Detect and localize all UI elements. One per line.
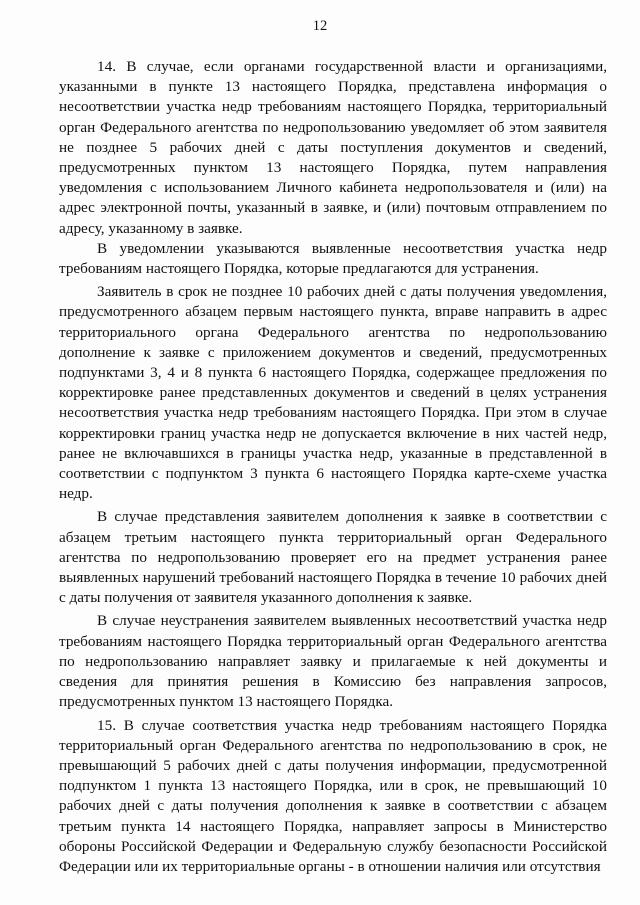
paragraph-notice-content: В уведомлении указываются выявленные несоответствия участка недр требованиям настоящего Порядка, которые предлагаются для устранения. <box>59 239 607 278</box>
paragraph-15: 15. В случае соответствия участка недр требованиям настоящего Порядка территориальный орган Федерального агентства по недропользованию в срок, не превышающий 5 рабочих дней с даты получения информации, предусмотренной подпунктом 1 пункта 13 настоящего Порядка, или в срок, не превышающий 10 рабочих дней с даты получения дополнения к заявке в соответствии с абзацем третьим пункта 14 настоящего Порядка, направляет запросы в Министерство обороны Российской Федерации и Федеральную службу безопасности Российской Федерации или их территориальные органы - в отношении наличия или отсутствия <box>59 716 607 875</box>
document-body <box>59 57 607 877</box>
paragraph-non-elimination: В случае неустранения заявителем выявленных несоответствий участка недр требованиям настоящего Порядка территориальный орган Федерального агентства по недропользованию направляет заявку и прилагаемые к ней документы и сведения для принятия решения в Комиссию без направления запросов, предусмотренных пунктом 13 настоящего Порядка. <box>59 612 607 711</box>
paragraph-14: 14. В случае, если органами государственной власти и организациями, указанными в пункте 13 настоящего Порядка, представлена информация о несоответствии участка недр требованиям настоящего Порядка, территориальный орган Федерального агентства по недропользованию уведомляет об этом заявителя не позднее 5 рабочих дней с даты поступления документов и сведений, предусмотренных пунктом 13 настоящего Порядка, путем направления уведомления с использованием Личного кабинета недропользователя и (или) на адрес электронной почты, указанный в заявке, и (или) почтовым отправлением по адресу, указанному в заявке. <box>59 58 607 237</box>
paragraph-supplement-review: В случае представления заявителем дополнения к заявке в соответствии с абзацем третьим настоящего пункта территориальный орган Федерального агентства по недропользованию проверяет его на предмет устранения ранее выявленных нарушений требований настоящего Порядка в течение 10 рабочих дней с даты получения от заявителя указанного дополнения к заявке. <box>59 508 607 607</box>
paragraph-applicant-supplement: Заявитель в срок не позднее 10 рабочих дней с даты получения уведомления, предусмотренного абзацем первым настоящего пункта, вправе направить в адрес территориального органа Федерального агентства по недропользованию дополнение к заявке с приложением документов и сведений, предусмотренных подпунктами 3, 4 и 8 пункта 6 настоящего Порядка, содержащее предложения по корректировке ранее представленных документов и сведений в целях устранения несоответствия участка недр требованиям настоящего Порядка. При этом в случае корректировки границ участка недр не допускается включение в них частей недр, ранее не включавшихся в границы участка недр, указанные в представленной в соответствии с подпунктом 3 пункта 6 настоящего Порядка карте-схеме участка недр. <box>59 283 607 503</box>
page-number: 12 <box>312 18 328 34</box>
